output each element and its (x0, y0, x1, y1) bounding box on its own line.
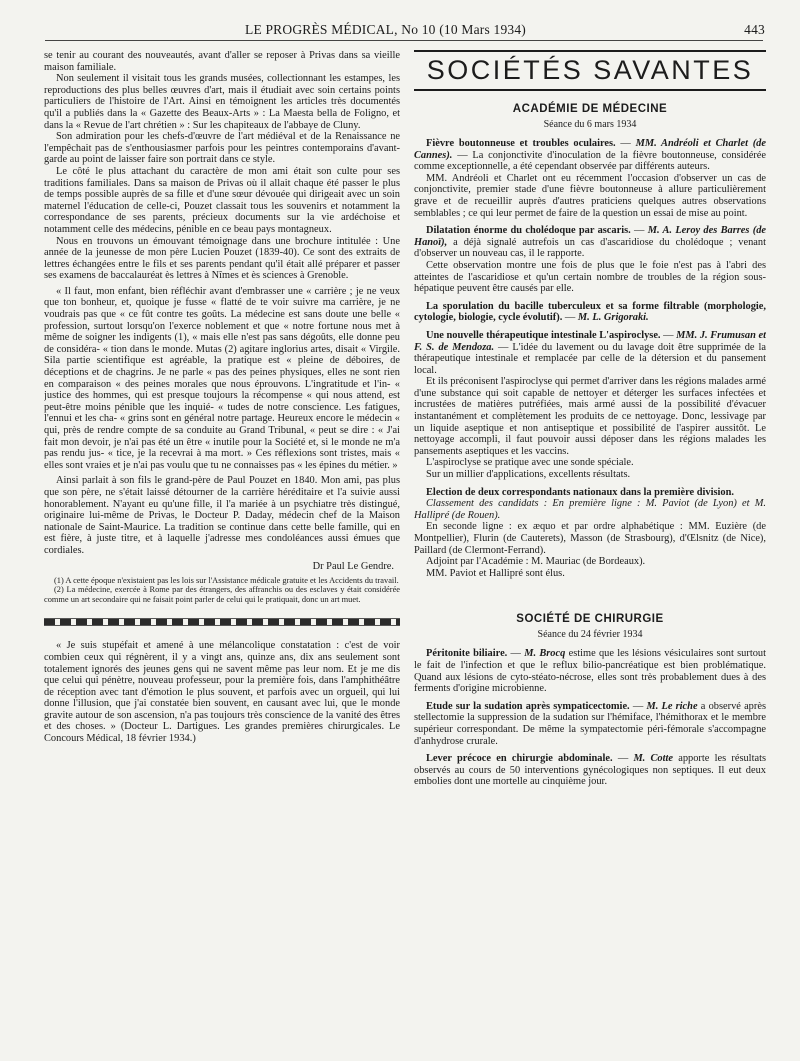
item-text: Sur un millier d'applications, excellents résultats. (426, 469, 631, 481)
paragraph: Non seulement il visitait tous les grands musées, collectionnant les estampes, les reproductions des plus belles œuvres d'art, mais il étudiait avec soin certains points particuliers de l'histoire de l'Art. Ainsi en témoignent les articles très documentés qu'il a publiés dans la « Gazette des Beaux-Arts » : La Maesta bella de Foligno, et dans la « Revue de l'art chrétien » : Sur les chapiteaux de l'abbaye de Cluny. (44, 73, 400, 131)
item-text: a observé après stellectomie la suppression de la sudation sur l'hémiface, l'hémithorax et le membre supérieur correspondant. De même la sympatectomie péri-fémorale s'accompagne d'anhydrose crurale. (414, 700, 766, 747)
item-heading: Etude sur la sudation après sympaticectomie. (426, 700, 630, 712)
item-text: L'aspiroclyse se pratique avec une sonde spéciale. (426, 457, 634, 469)
surgery-item: Péritonite biliaire. — M. Brocq estime que les lésions vésiculaires sont surtout le fait de l'infection et que le reflux bilio-pancréatique est bien problématique. Quand aux lésions de cyto-stéato-nécrose, elles sont très probablement dues à des ferments d'origine microbienne. (414, 648, 766, 695)
item-authors: M. L. Grigoraki. (577, 312, 649, 324)
signature: Dr Paul Le Gendre. (312, 560, 394, 572)
footnote: (2) La médecine, exercée à Rome par des étrangers, des affranchis ou des esclaves y était considérée comme un art secondaire qui ne faisait point parler de celui qui le pratiquait, donc un art muet. (44, 585, 400, 604)
item-text: Et ils préconisent l'aspiroclyse qui permet d'arriver dans les régions malades armé d'une substance qui soit capable de nettoyer et déterger les surfaces infectées et incrustées de matières putréfiées, mais armé aussi de la possibilité d'évacuer instantanément et complètement les produits de ce nettoyage. Donc, lessivage par un liquide aseptique et non antiseptique et possibilité de l'aspirer aussitôt. Le nettoyage accompli, il faut pouvoir aussi déposer dans les régions malades les pansements aseptiques et les vaccins. (414, 376, 766, 457)
academy-session-date: Séance du 6 mars 1934 (543, 119, 637, 130)
surgery-item: Etude sur la sudation après sympaticectomie. — M. Le riche a observé après stellectomie la suppression de la sudation sur l'hémiface, l'hémithorax et le membre supérieur correspondant. De même la sympatectomie péri-fémorale s'accompagne d'anhydrose crurale. (414, 700, 766, 747)
header-rule (45, 40, 763, 41)
item-heading: Lever précoce en chirurgie abdominale. (426, 753, 613, 765)
paragraph: Ainsi parlait à son fils le grand-père de Paul Pouzet en 1840. Mon ami, pas plus que son père, ne s'était laissé détourner de la carrière héréditaire et l'a suivie aussi honorablement. N'ayant eu qu'une fille, il l'a mariée à un psychiatre très distingué, originaire lui-même de Privas, le Docteur P. Daday, médecin chef de la Maison nationale de Saint-Maurice. La tradition se continue dans cette belle famille, qui en est fière, à juste titre, et à laquelle j'adresse mes condoléances aussi émues que cordiales. (44, 475, 400, 556)
item-authors: M. Le riche (646, 700, 698, 712)
section-main-title: SOCIÉTÉS SAVANTES (414, 50, 766, 91)
item-authors: MM. J. Frumusan et F. S. de Mendoza. (414, 329, 766, 353)
item-heading: Fièvre boutonneuse et troubles oculaires. (426, 138, 616, 149)
academy-item: Fièvre boutonneuse et troubles oculaires. — MM. Andréoli et Charlet (de Cannes). — La conjonctivite d'inoculation de la fièvre boutonneuse, considérée comme exceptionnelle, a été cependant observée par différents auteurs. MM. Andréoli et Charlet ont eu récemment l'occasion d'observer un cas de conjonctivite, premier stade d'une fièvre boutonneuse à allure particulièrement grave et de recueillir auprès d'autres praticiens quelques autres observations semblables ; ce qui leur permet de faire de la question un essai de mise au point. (414, 138, 766, 219)
surgery-session-date: Séance du 24 février 1934 (537, 629, 643, 641)
election-heading: Election de deux correspondants nationaux dans la première division. (426, 486, 735, 498)
item-authors: M. A. Leroy des Barres (de Hanoï), (414, 225, 766, 248)
item-heading: Une nouvelle thérapeutique intestinale L'aspiroclyse. (426, 329, 661, 341)
page-number: 443 (744, 22, 765, 37)
election-line: Classement des candidats : En première ligne : M. Paviot (de Lyon) et M. Hallipré (de Rouen). (414, 498, 766, 521)
paragraph: Nous en trouvons un émouvant témoignage dans une brochure intitulée : Une année de la jeunesse de mon père Lucien Pouzet (1839-40). Ce sont des extraits de lettres échangées entre le fils et ses parents pendant qu'il était allé préparer et passer ses examens de baccalauréat ès lettres à Nîmes et ès sciences à Grenoble. (44, 235, 400, 282)
item-heading: Péritonite biliaire. (426, 648, 508, 660)
academy-title: ACADÉMIE DE MÉDECINE (512, 103, 668, 115)
item-text: apporte les résultats observés au cours de 50 interventions gynécologiques non septiques. Il eut deux embolies dont une mortelle au cinquième jour. (414, 753, 766, 788)
election-item (414, 487, 766, 580)
item-heading: Dilatation énorme du cholédoque par ascaris. (426, 225, 631, 237)
letter-quote: « Il faut, mon enfant, bien réfléchir avant d'embrasser une « carrière ; je ne veux que ton bonheur, et, quoique je fusse « flatté de te voir suivre ma carrière, je ne voudrais pas que « ce fût contre tes goûts. La médecine est sans doute une belle « profession, surtout lorsqu'on l'exerce noblement et que « notre fortune nous met à même de soigner les indigents (1), « mais elle n'est pas sans dégoûts, elle donne peu de considéra- « tion dans le monde. Mutas (2) agitare inglorius artes, disait « Virgile. Sila partie scientifique est agréable, la pratique est « pleine de déboires, de déceptions et de chagrins. Je ne parle « pas des peines physiques, elles ne sont rien en comparaison « des peines morales que nous éprouvons. L'ingratitude et l'in- « justice des hommes, qui est presque toujours la récompense « qui nous attend, est peut-être moins pénible que les inquié- « tudes de notre conscience. Les fatigues, l'ennui et les cha- « grins sont en général notre partage. Heureux encore le médecin « qui, près de rendre compte de sa conduite au Grand Tribunal, « peut se dire : « J'ai fait mon devoir, je n'ai pas été un être « inutile pour la Société et, si le monde ne m'a pas rendu jus- « tice, je la recevrai à ma mort. » Ces réflexions sont tristes, mais « elles sont vraies et je n'ai pas voulu que tu ne connaisses pas « les épines du métier. » (44, 285, 400, 471)
paragraph: se tenir au courant des nouveautés, avant d'aller se reposer à Privas dans sa vieille maison familiale. (44, 50, 400, 73)
item-authors: MM. Andréoli et Charlet (de Cannes). (414, 138, 766, 161)
item-text: La conjonctivite d'inoculation de la fièvre boutonneuse, considérée comme exceptionnelle, a été cependant observée par différents auteurs. (414, 149, 766, 173)
item-authors: M. Brocq (524, 648, 566, 660)
academy-item: La sporulation du bacille tuberculeux et sa forme filtrable (morphologie, cytologie, biologie, cycle évolutif). — M. L. Grigoraki. (414, 300, 766, 324)
item-authors: M. Cotte (633, 753, 674, 765)
election-line: En seconde ligne : ex æquo et par ordre alphabétique : MM. Euzière (de Montpellier), Flurin (de Cauterets), Masson (de Strasbourg), d'Œlsnitz (de Nice), Paillard (de Clermont-Ferrand). (414, 521, 766, 556)
surgery-item: Lever précoce en chirurgie abdominale. — M. Cotte apporte les résultats observés au cours de 50 interventions gynécologiques non septiques. Il eut deux embolies dont une mortelle au cinquième jour. (414, 753, 766, 788)
left-column (44, 50, 400, 1020)
item-heading: La sporulation du bacille tuberculeux et sa forme filtrable (morphologie, cytologie, biologie, cycle évolutif). (414, 300, 766, 324)
item-text: Cette observation montre une fois de plus que le foie n'est pas à l'abri des atteintes de l'ascaridiose et qu'un certain nombre de troubles de la région sous-hépatique peuvent être causés par elle. (414, 259, 766, 295)
item-text: MM. Andréoli et Charlet ont eu récemment l'occasion d'observer un cas de conjonctivite, premier stade d'une fièvre boutonneuse à allure particulièrement grave et de recueillir auprès d'autres praticiens quelques autres observations semblables ; ce qui leur permet de faire de la question un essai de mise au point. (414, 172, 766, 219)
footnote: (1) A cette époque n'existaient pas les lois sur l'Assistance médicale gratuite et les Accidents du travail. (54, 575, 399, 585)
closing-quote: « Je suis stupéfait et amené à une mélancolique constatation : c'est de voir combien ceux qui régnèrent, il y a vingt ans, quinze ans, dix ans seulement sont totalement ignorés des jeunes gens qui ne savent même pas leur nom. Et je me dis que celui qui pénètre, nouveau professeur, pour la première fois, dans l'amphithéâtre de réception avec tant d'émotion le plus souvent, et parfois avec un orgueil, qui lui donne l'illusion, que j'ai constatée bien souvent, en causant avec lui, que le monde gravite autour de son ascension, n'a pas toujours très conscience de la vanité des êtres et des choses. » (Docteur L. Dartigues. Les grandes premières chirurgicales. Le Concours Médical, 18 février 1934.) (44, 640, 400, 745)
paragraph: Son admiration pour les chefs-d'œuvre de l'art médiéval et de la Renaissance ne l'empêchait pas de s'enthousiasmer parfois pour les peintres contemporains d'avant-garde au point de laisser faire son portrait dans ce style. (44, 131, 400, 166)
journal-title: LE PROGRÈS MÉDICAL, No 10 (10 Mars 1934) (245, 22, 526, 37)
surgery-title: SOCIÉTÉ DE CHIRURGIE (516, 613, 664, 626)
item-text: a déjà signalé autrefois un cas d'ascaridiose du cholédoque ; venant d'observer un nouveau cas, il le rapporte. (414, 236, 766, 260)
item-text: estime que les lésions vésiculaires sont surtout le fait de l'infection et que le reflux bilio-pancréatique est bien problématique. Quand aux lésions de cyto-stéato-nécrose, elles sont très probablement dues à des ferments d'origine microbienne. (414, 648, 766, 695)
academy-item: Une nouvelle thérapeutique intestinale L'aspiroclyse. — MM. J. Frumusan et F. S. de Mendoza. — L'idée du lavement ou du lavage doit être supprimée de la thérapeutique intestinale et remplacée par celle de la détersion et du pansement local. Et ils préconisent l'aspiroclyse qui permet d'arriver dans les régions malades armé d'une substance qui soit capable de nettoyer et déterger les surfaces infectées et incrustées de matières putréfiées, mais armé aussi de la possibilité d'évacuer instantanément et complètement les produits de ce nettoyage. Donc, lessivage par un liquide aseptique et non antiseptique et possibilité de l'aspirer aussitôt. Le nettoyage accompli, il faut pouvoir aussi déposer dans les régions malades les pansements aseptiques et les vaccins. L'aspiroclyse se pratique avec une sonde spéciale. Sur un millier d'applications, excellents résultats. (414, 329, 766, 481)
election-line: MM. Paviot et Hallipré sont élus. (426, 567, 565, 579)
paragraph: Le côté le plus attachant du caractère de mon ami était son culte pour ses traditions familiales. Dans sa maison de Privas où il allait chaque été passer le plus de temps possible auprès de sa fille et d'une sœur dévouée qui dirigeait avec un soin maternel l'éducation de celle-ci, Pouzet classait tous les souvenirs et notamment la correspondance de ses parents, précieux documents sur la vie ardéchoise et notamment celle des médecins, pénible en ce beau pays montagneux. (44, 165, 400, 235)
decorative-separator (44, 618, 400, 626)
election-line: Adjoint par l'Académie : M. Mauriac (de Bordeaux). (426, 556, 646, 568)
item-text: L'idée du lavement ou du lavage doit être supprimée de la thérapeutique intestinale et remplacée par celle de la détersion et du pansement local. (414, 341, 766, 376)
right-column (414, 50, 766, 1020)
running-header (45, 22, 765, 40)
academy-item: Dilatation énorme du cholédoque par ascaris. — M. A. Leroy des Barres (de Hanoï), a déjà signalé autrefois un cas d'ascaridiose du cholédoque ; venant d'observer un nouveau cas, il le rapporte. Cette observation montre une fois de plus que le foie n'est pas à l'abri des atteintes de l'ascaridiose et qu'un certain nombre de troubles de la région sous-hépatique peuvent être causés par elle. (414, 225, 766, 295)
